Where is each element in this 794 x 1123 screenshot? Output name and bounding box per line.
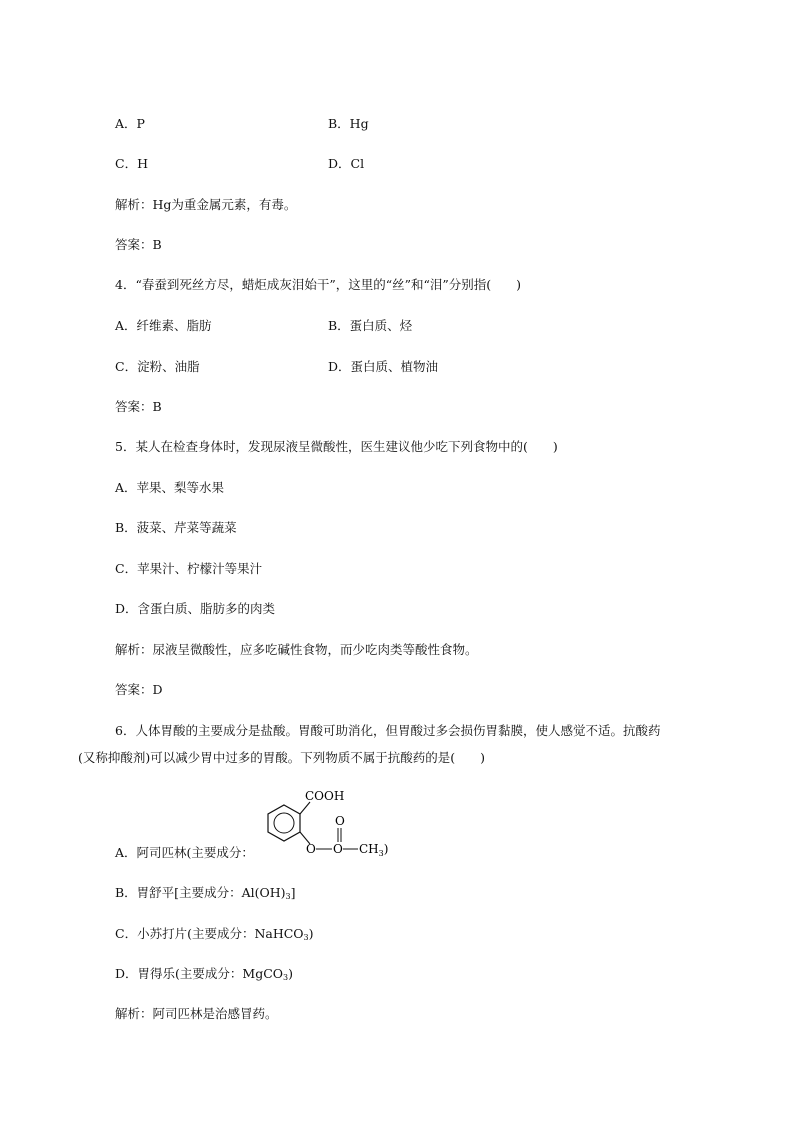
q4-option-b: B．蛋白质、烃 [328, 318, 413, 333]
q3-analysis: 解析：Hg为重金属元素，有毒。 [115, 197, 297, 212]
ester-o2: O [333, 842, 343, 856]
q6-analysis: 解析：阿司匹林是治感冒药。 [115, 1006, 278, 1021]
ch3-subscript: 3 [378, 849, 384, 858]
q5-answer: 答案：D [115, 682, 163, 697]
benzene-ring [268, 805, 300, 841]
q3-answer: 答案：B [115, 237, 162, 252]
q3-option-b: B．Hg [328, 116, 369, 131]
q6-stem-line2: (又称抑酸剂)可以减少胃中过多的胃酸。下列物质不属于抗酸药的是( ) [78, 750, 486, 765]
q3-option-c: C．H [115, 156, 148, 171]
q6-option-b-sub: 3 [285, 892, 291, 901]
q5-stem: 5．某人在检查身体时，发现尿液呈微酸性，医生建议他少吃下列食物中的( ) [115, 439, 558, 454]
q3-option-a: A．P [115, 116, 145, 131]
q5-option-b: B．菠菜、芹菜等蔬菜 [115, 520, 237, 535]
q6-stem-line1: 6．人体胃酸的主要成分是盐酸。胃酸可助消化，但胃酸过多会损伤胃黏膜，使人感觉不适。抗酸药 [115, 723, 661, 738]
benzene-ring-inner [274, 813, 294, 833]
carbonyl-o: O [335, 814, 345, 828]
q6-option-b-text: B．胃舒平[主要成分：Al(OH) [115, 885, 286, 900]
q4-option-d: D．蛋白质、植物油 [328, 359, 439, 374]
cooh-label: COOH [305, 789, 345, 803]
q5-option-a: A．苹果、梨等水果 [115, 480, 225, 495]
q6-option-b [115, 885, 295, 901]
q6-option-d-text: D．胃得乐(主要成分：MgCO [115, 966, 284, 981]
aspirin-structure [262, 787, 402, 863]
q6-option-a: A．阿司匹林(主要成分： [115, 845, 254, 860]
q6-option-d-sub: 3 [283, 973, 289, 982]
q6-option-c [115, 926, 314, 942]
q5-analysis: 解析：尿液呈微酸性，应多吃碱性食物，而少吃肉类等酸性食物。 [115, 642, 478, 657]
q3-option-d: D．Cl [328, 156, 365, 171]
q5-option-c: C．苹果汁、柠檬汁等果汁 [115, 561, 263, 576]
ch3-group [359, 842, 388, 858]
q6-option-d [115, 966, 293, 982]
q4-answer: 答案：B [115, 399, 162, 414]
q4-option-c: C．淀粉、油脂 [115, 359, 200, 374]
bond-cooh [300, 802, 310, 814]
q6-option-b-close: ] [290, 885, 296, 900]
ch-label: CH [359, 842, 379, 856]
q4-stem: 4．“春蚕到死丝方尽，蜡炬成灰泪始干”，这里的“丝”和“泪”分别指( ) [115, 277, 522, 292]
close-paren: ) [383, 842, 389, 856]
q6-option-c-close: ) [308, 926, 314, 941]
q6-option-c-text: C．小苏打片(主要成分：NaHCO [115, 926, 304, 941]
ester-o1: O [306, 842, 316, 856]
q4-option-a: A．纤维素、脂肪 [115, 318, 212, 333]
q6-option-c-sub: 3 [303, 933, 309, 942]
q5-option-d: D．含蛋白质、脂肪多的肉类 [115, 601, 276, 616]
q6-option-d-close: ) [288, 966, 293, 981]
